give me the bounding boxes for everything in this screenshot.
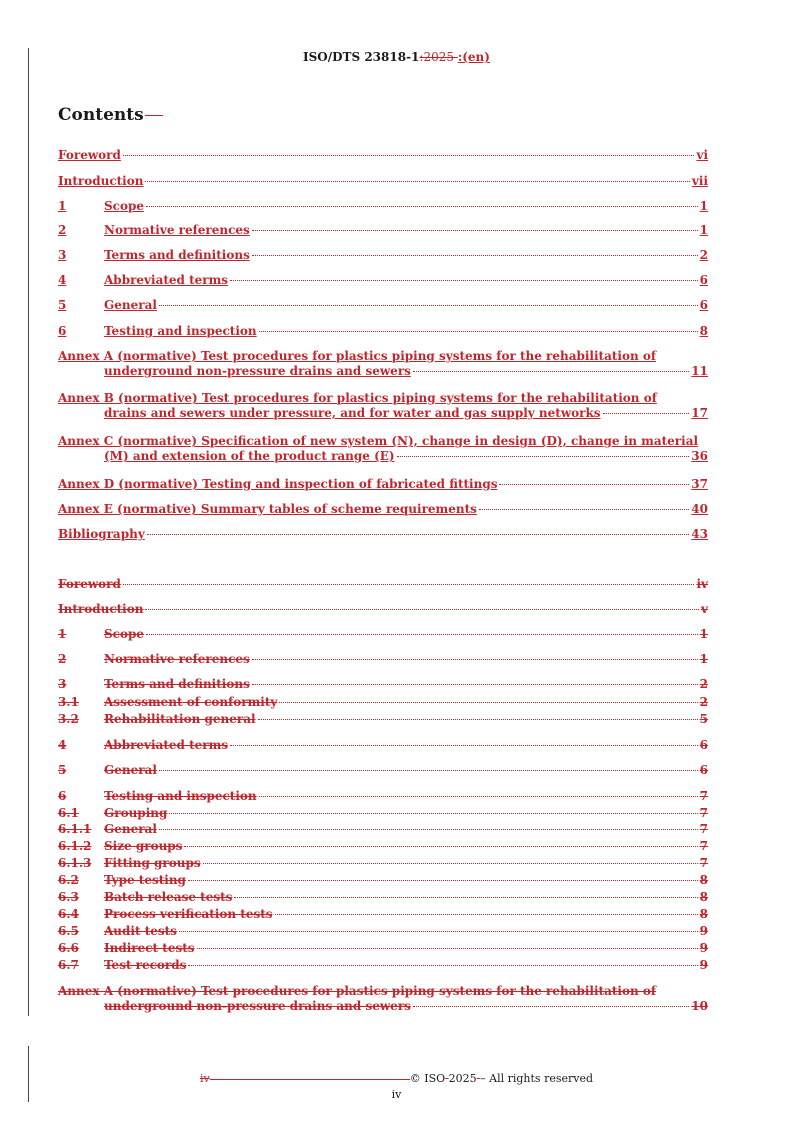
toc-link-bibliography[interactable]: Bibliography 43 xyxy=(58,527,708,541)
toc-old-abbreviated-terms[interactable]: 4 Abbreviated terms 6 xyxy=(58,738,708,752)
toc-link-annex-a[interactable]: Annex A (normative) Test procedures for plastics piping systems for the rehabilitation of underground non-pressure drains and sewers 11 xyxy=(58,349,708,378)
footer-deleted-rule xyxy=(210,1079,410,1080)
toc-link-normative-references[interactable]: 2 Normative references 1 xyxy=(58,223,708,237)
toc-link-abbreviated-terms[interactable]: 4 Abbreviated terms 6 xyxy=(58,273,708,287)
toc-link-annex-d[interactable]: Annex D (normative) Testing and inspection of fabricated fittings 37 xyxy=(58,477,708,491)
toc-link-terms-definitions[interactable]: 3 Terms and definitions 2 xyxy=(58,248,708,262)
toc-old-testing-inspection[interactable]: 6 Testing and inspection 7 xyxy=(58,789,708,803)
copyright-symbol: © ISO xyxy=(409,1072,446,1085)
contents-title-deletion-mark xyxy=(145,115,163,116)
footer-copyright-line xyxy=(200,1072,593,1085)
toc-link-introduction[interactable]: Introduction vii xyxy=(58,174,708,188)
copyright-rights: – All rights reserved xyxy=(480,1072,594,1085)
toc-old-3-1[interactable]: 3.1 Assessment of conformity 2 xyxy=(58,695,708,709)
toc-link-scope[interactable]: 1 Scope 1 xyxy=(58,199,708,213)
toc-link-annex-b[interactable]: Annex B (normative) Test procedures for plastics piping systems for the rehabilitation of drains and sewers under pressure, and for water and gas supply networks 17 xyxy=(58,391,708,420)
doc-id: ISO/DTS 23818-1 xyxy=(303,50,420,64)
toc-old-3-2[interactable]: 3.2 Rehabilitation general 5 xyxy=(58,712,708,726)
toc-old-6-6[interactable]: 6.6 Indirect tests 9 xyxy=(58,941,708,955)
toc-old-normative-references[interactable]: 2 Normative references 1 xyxy=(58,652,708,666)
toc-old-6-1-2[interactable]: 6.1.2 Size groups 7 xyxy=(58,839,708,853)
toc-old-scope[interactable]: 1 Scope 1 xyxy=(58,627,708,641)
toc-old-introduction[interactable]: Introduction v xyxy=(58,602,708,616)
toc-link-foreword[interactable]: Foreword vi xyxy=(58,148,708,162)
footer-page-number: iv xyxy=(391,1088,402,1101)
footer-deleted-page: iv xyxy=(200,1072,210,1085)
toc-old-6-2[interactable]: 6.2 Type testing 8 xyxy=(58,873,708,887)
toc-old-6-7[interactable]: 6.7 Test records 9 xyxy=(58,958,708,972)
toc-old-6-1[interactable]: 6.1 Grouping 7 xyxy=(58,806,708,820)
toc-old-6-4[interactable]: 6.4 Process verification tests 8 xyxy=(58,907,708,921)
toc-link-annex-e[interactable]: Annex E (normative) Summary tables of scheme requirements 40 xyxy=(58,502,708,516)
contents-title xyxy=(58,105,163,125)
toc-link-annex-c[interactable]: Annex C (normative) Specification of new system (N), change in design (D), change in material (M) and extension of the product range (E) 36 xyxy=(58,434,708,463)
toc-old-6-5[interactable]: 6.5 Audit tests 9 xyxy=(58,924,708,938)
toc-old-general[interactable]: 5 General 6 xyxy=(58,763,708,777)
toc-old-6-1-3[interactable]: 6.1.3 Fitting groups 7 xyxy=(58,856,708,870)
toc-old-foreword[interactable]: Foreword iv xyxy=(58,577,708,591)
toc-old-annex-a[interactable]: Annex A (normative) Test procedures for plastics piping systems for the rehabilitation of underground non-pressure drains and sewers 10 xyxy=(58,984,708,1013)
document-header xyxy=(0,50,793,64)
toc-link-testing-inspection[interactable]: 6 Testing and inspection 8 xyxy=(58,324,708,338)
change-bar-top xyxy=(28,48,29,1016)
toc-old-6-1-1[interactable]: 6.1.1 General 7 xyxy=(58,822,708,836)
header-inserted: :(en) xyxy=(457,50,490,64)
toc-link-general[interactable]: 5 General 6 xyxy=(58,298,708,312)
copyright-year: 2025 xyxy=(448,1072,477,1085)
header-deleted: :2025 xyxy=(419,50,458,64)
toc-old-terms-definitions[interactable]: 3 Terms and definitions 2 xyxy=(58,677,708,691)
toc-old-6-3[interactable]: 6.3 Batch release tests 8 xyxy=(58,890,708,904)
contents-title-text: Contents xyxy=(58,105,144,125)
